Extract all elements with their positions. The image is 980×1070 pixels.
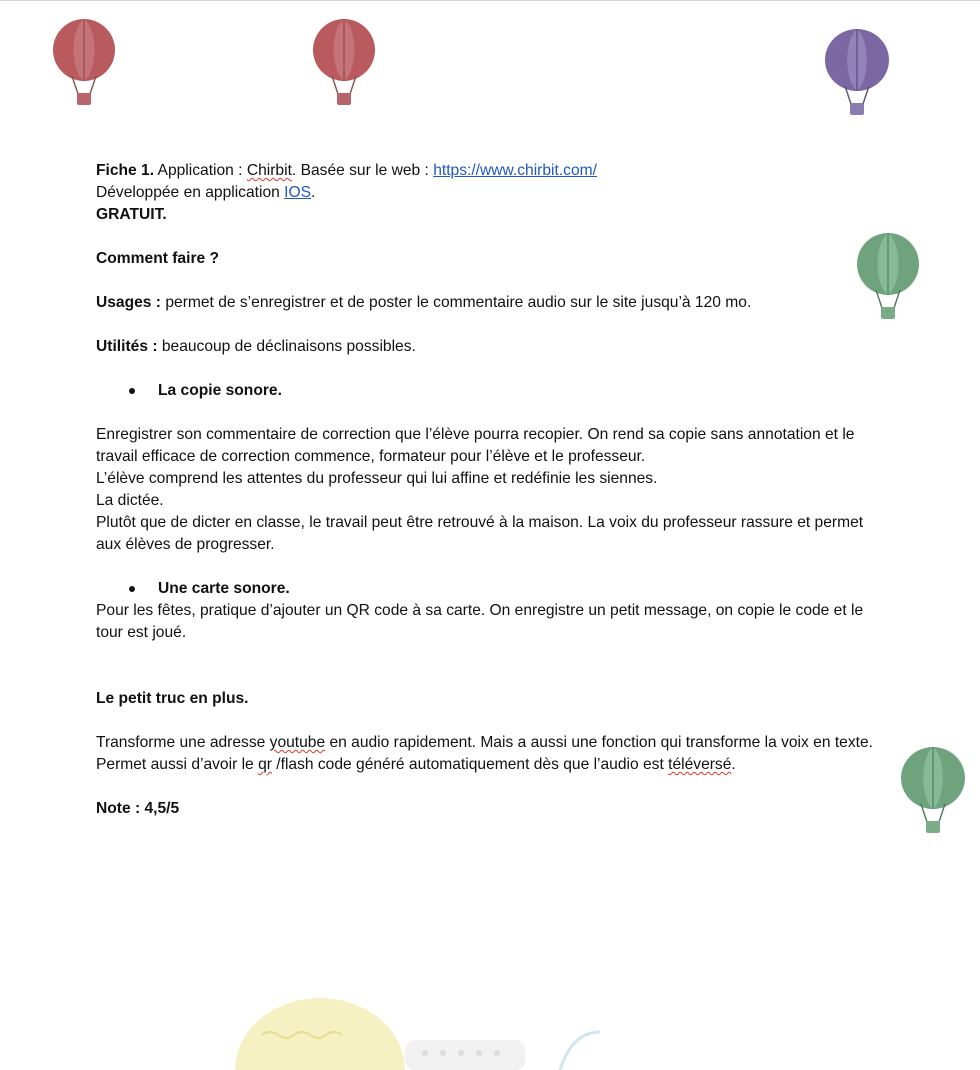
app-name: Chirbit bbox=[246, 162, 292, 179]
youtube-word: youtube bbox=[269, 734, 326, 751]
dictee-paragraph: Plutôt que de dicter en classe, le travail peut être retrouvé à la maison. La voix du professeur rassure et permet aux élèves de progresser. bbox=[96, 514, 864, 553]
bullet-carte-sonore-text: Une carte sonore. bbox=[158, 580, 290, 597]
red-balloon-icon bbox=[310, 18, 378, 110]
fiche-label: Fiche 1. bbox=[96, 162, 155, 179]
document-body bbox=[96, 160, 886, 820]
chirbit-url-link[interactable]: https://www.chirbit.com/ bbox=[433, 162, 597, 179]
truc-p1-a: Transforme une adresse bbox=[96, 734, 270, 751]
usages-paragraph bbox=[96, 292, 886, 314]
carte-paragraph: Pour les fêtes, pratique d’ajouter un QR code à sa carte. On enregistre un petit message, on copie le code et le tour est joué. bbox=[96, 602, 864, 641]
fiche-app-prefix: Application : bbox=[154, 162, 247, 179]
bullet-copie-sonore-text: La copie sonore. bbox=[158, 382, 282, 399]
truc-p2-c: . bbox=[731, 756, 736, 773]
purple-balloon-icon bbox=[822, 28, 892, 120]
dictee-title: La dictée. bbox=[96, 492, 164, 509]
bullet-dot-icon bbox=[129, 586, 135, 592]
comment-faire-heading: Comment faire ? bbox=[96, 250, 220, 267]
dev-prefix: Développée en application bbox=[96, 184, 285, 201]
green-balloon-icon bbox=[898, 746, 968, 838]
bottom-decoration-icon bbox=[0, 995, 980, 1070]
fiche-app-suffix: . Basée sur le web : bbox=[291, 162, 434, 179]
truc-p2-a: Permet aussi d’avoir le bbox=[96, 756, 259, 773]
televerse-word: téléversé bbox=[668, 756, 732, 773]
dev-suffix: . bbox=[311, 184, 316, 201]
utilites-text: beaucoup de déclinaisons possibles. bbox=[157, 338, 416, 355]
truc-paragraph-1 bbox=[96, 732, 886, 754]
bullet-dot-icon bbox=[129, 388, 135, 394]
truc-paragraph-2 bbox=[96, 754, 886, 776]
ios-link[interactable]: IOS bbox=[284, 184, 312, 201]
dev-line bbox=[96, 182, 886, 204]
utilites-paragraph bbox=[96, 336, 886, 358]
petit-truc-heading: Le petit truc en plus. bbox=[96, 690, 249, 707]
qr-word: qr bbox=[258, 756, 272, 773]
truc-p2-b: /flash code généré automatiquement dès que l’audio est bbox=[271, 756, 669, 773]
utilites-label: Utilités : bbox=[96, 338, 158, 355]
copie-paragraph: Enregistrer son commentaire de correction que l’élève pourra recopier. On rend sa copie sans annotation et le travail efficace de correction commence, formateur pour l’élève et le professeur. bbox=[96, 426, 855, 465]
bullet-carte-sonore bbox=[96, 578, 886, 600]
bullet-copie-sonore bbox=[96, 380, 886, 402]
note-rating: Note : 4,5/5 bbox=[96, 800, 180, 817]
attentes-paragraph: L’élève comprend les attentes du professeur qui lui affine et redéfinie les siennes. bbox=[96, 470, 658, 487]
fiche-line bbox=[96, 160, 886, 182]
gratuit-label: GRATUIT. bbox=[96, 206, 167, 223]
red-balloon-icon bbox=[50, 18, 118, 110]
truc-p1-b: en audio rapidement. Mais a aussi une fonction qui transforme la voix en texte. bbox=[325, 734, 873, 751]
usages-label: Usages : bbox=[96, 294, 162, 311]
usages-text: permet de s’enregistrer et de poster le commentaire audio sur le site jusqu’à 120 mo. bbox=[161, 294, 752, 311]
page-top-border bbox=[0, 0, 980, 1]
